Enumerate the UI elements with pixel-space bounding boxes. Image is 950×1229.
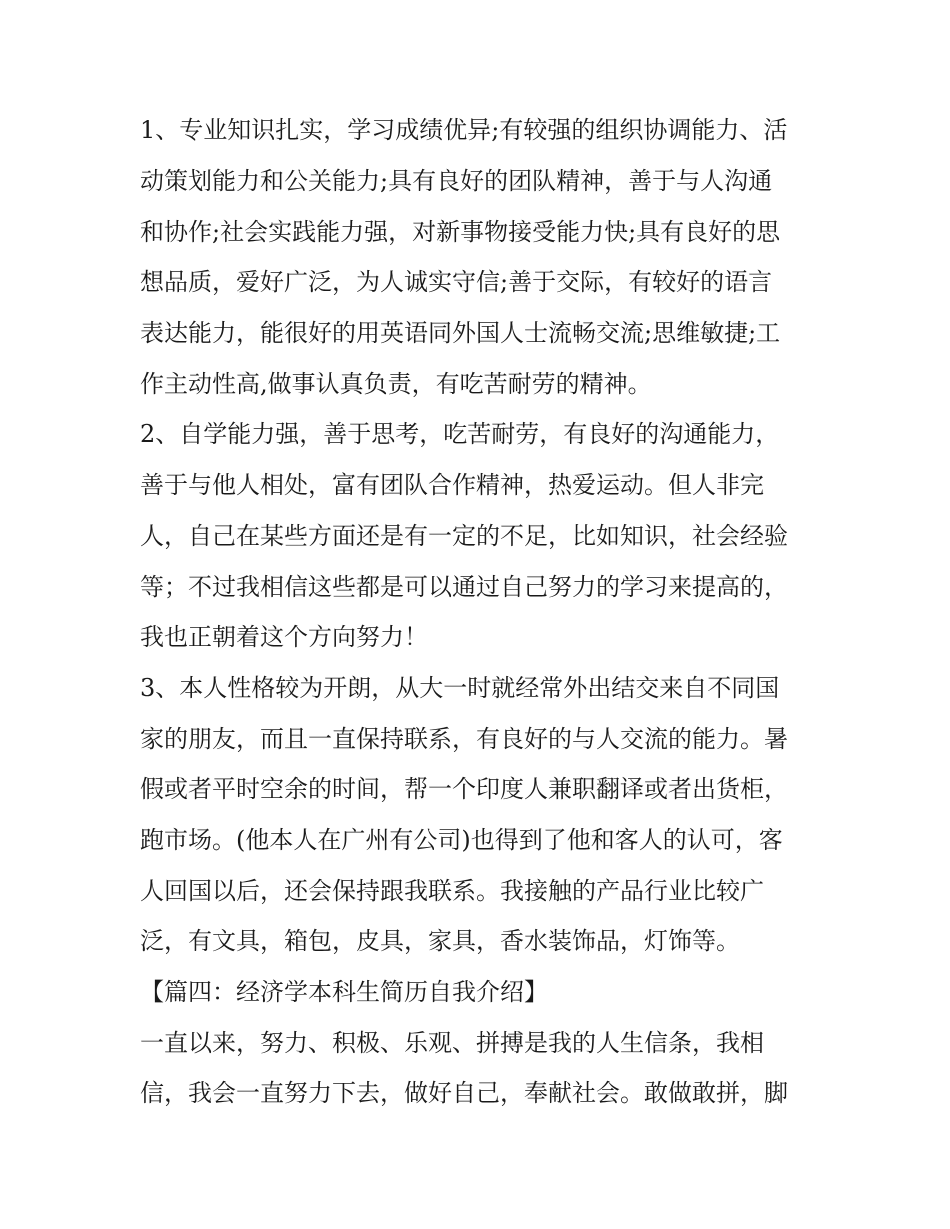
text-line: 人，自己在某些方面还是有一定的不足，比如知识，社会经验 bbox=[140, 522, 788, 550]
text-line: 表达能力，能很好的用英语同外国人士流畅交流;思维敏捷;工 bbox=[140, 319, 781, 347]
text-line: 假或者平时空余的时间，帮一个印度人兼职翻译或者出货柜， bbox=[140, 775, 788, 803]
text-line: 作主动性高,做事认真负责，有吃苦耐劳的精神。 bbox=[140, 370, 652, 398]
text-line: 想品质，爱好广泛，为人诚实守信;善于交际，有较好的语言 bbox=[140, 268, 773, 296]
text-line: 和协作;社会实践能力强，对新事物接受能力快;具有良好的思 bbox=[140, 218, 781, 246]
text-line: 1、专业知识扎实，学习成绩优异;有较强的组织协调能力、活 bbox=[140, 116, 788, 144]
text-line: 人回国以后，还会保持跟我联系。我接触的产品行业比较广 bbox=[140, 877, 764, 905]
text-line: 跑市场。(他本人在广州有公司)也得到了他和客人的认可，客 bbox=[140, 826, 783, 854]
text-line: 2、自学能力强，善于思考，吃苦耐劳，有良好的沟通能力， bbox=[140, 420, 780, 448]
text-line: 家的朋友，而且一直保持联系，有良好的与人交流的能力。暑 bbox=[140, 725, 788, 753]
text-line: 善于与他人相处，富有团队合作精神，热爱运动。但人非完 bbox=[140, 471, 764, 499]
text-line: 泛，有文具，箱包，皮具，家具，香水装饰品，灯饰等。 bbox=[140, 927, 740, 955]
text-line: 3、本人性格较为开朗，从大一时就经常外出结交来自不同国 bbox=[140, 674, 780, 702]
text-line: 动策划能力和公关能力;具有良好的团队精神，善于与人沟通 bbox=[140, 167, 773, 195]
text-line: 我也正朝着这个方向努力！ bbox=[140, 623, 428, 651]
section-heading: 【篇四：经济学本科生简历自我介绍】 bbox=[140, 978, 548, 1006]
text-line: 一直以来，努力、积极、乐观、拼搏是我的人生信条，我相 bbox=[140, 1029, 764, 1057]
text-line: 等；不过我相信这些都是可以通过自己努力的学习来提高的， bbox=[140, 573, 788, 601]
text-line: 信，我会一直努力下去，做好自己，奉献社会。敢做敢拼，脚 bbox=[140, 1079, 788, 1107]
